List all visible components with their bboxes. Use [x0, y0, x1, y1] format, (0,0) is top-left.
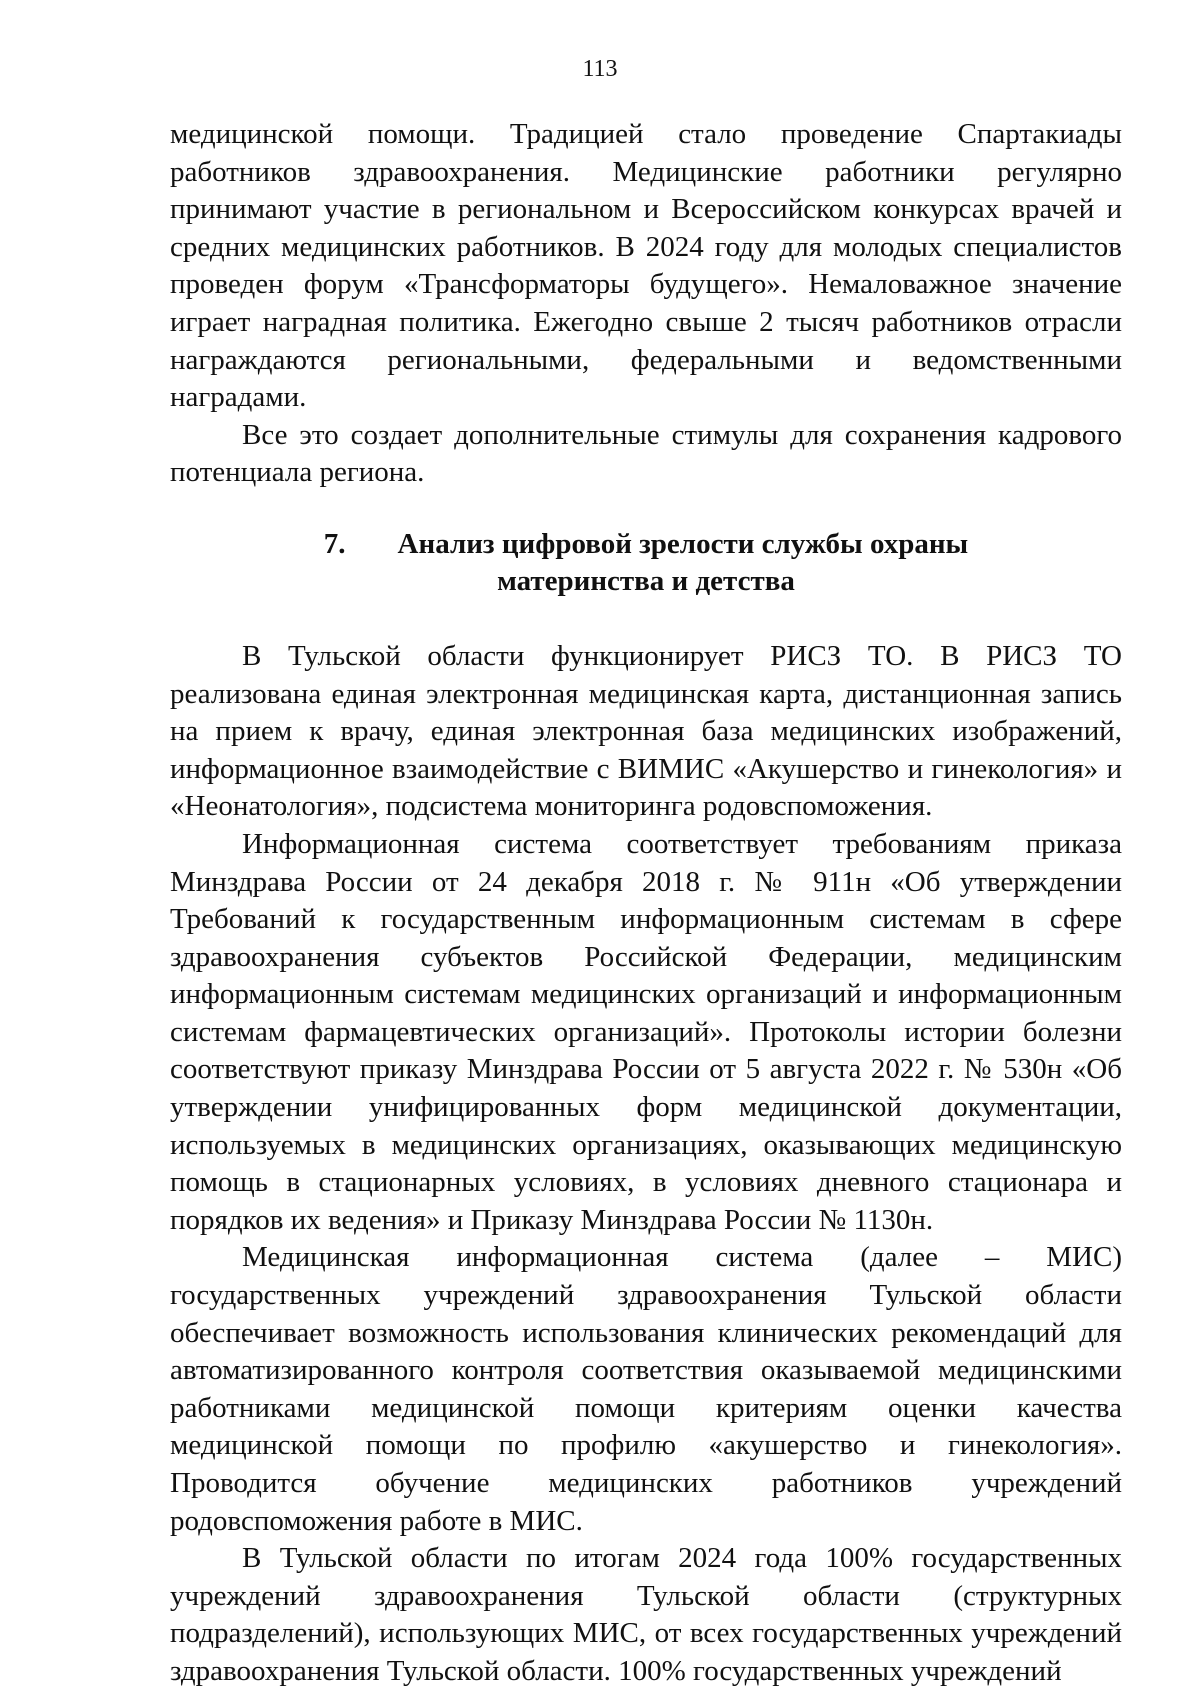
paragraph: Медицинская информационная система (далее – МИС) государственных учреждений здравоохранения Тульской области обеспечивает возможность использования клинических рекомендаций для автоматизированного контроля соответствия оказываемой медицинскими работниками медицинской помощи критериям оценки качества медицинской помощи по профилю «акушерство и гинекология». Проводится обучение медицинских работников учреждений родовспоможения работе в МИС.: [170, 1241, 1122, 1537]
paragraph: В Тульской области функционирует РИСЗ ТО. В РИСЗ ТО реализована единая электронная медицинская карта, дистанционная запись на прием к врачу, единая электронная база медицинских изображений, информационное взаимодействие с ВИМИС «Акушерство и гинекология» и «Неонатология», подсистема мониторинга родовспоможения.: [170, 639, 1122, 823]
paragraph: В Тульской области по итогам 2024 года 100% государственных учреждений здравоохранения Тульской области (структурных подразделений), использующих МИС, от всех государственных учреждений здравоохранения Тульской области. 100% государственных учреждений: [170, 1542, 1122, 1687]
paragraph: Информационная система соответствует требованиям приказа Минздрава России от 24 декабря 2018 г. № 911н «Об утверждении Требований к государственным информационным системам в сфере здравоохранения субъектов Российской Федерации, медицинским информационным системам медицинских организаций и информационным системам фармацевтических организаций». Протоколы истории болезни соответствуют приказу Минздрава России от 5 августа 2022 г. № 530н «Об утверждении унифицированных форм медицинской документации, используемых в медицинских организациях, оказывающих медицинскую помощь в стационарных условиях, в условиях дневного стационара и порядков их ведения» и Приказу Минздрава России № 1130н.: [170, 827, 1122, 1236]
section-heading: [170, 526, 1122, 600]
section-title-line-1: Анализ цифровой зрелости службы охраны: [397, 527, 969, 560]
section-number: 7.: [323, 527, 346, 560]
paragraph: медицинской помощи. Традицией стало проведение Спартакиады работников здравоохранения. Медицинские работники регулярно принимают участие в региональном и Всероссийском конкурсах врачей и средних медицинских работников. В 2024 году для молодых специалистов проведен форум «Трансформаторы будущего». Немаловажное значение играет наградная политика. Ежегодно свыше 2 тысяч работников отрасли награждаются региональными, федеральными и ведомственными наградами.: [170, 118, 1122, 414]
document-body: [170, 116, 1122, 1691]
paragraph: Все это создает дополнительные стимулы для сохранения кадрового потенциала региона.: [170, 418, 1122, 489]
page-number: 113: [582, 56, 618, 82]
section-heading-line-1: [170, 526, 1122, 563]
section-title-line-2: материнства и детства: [497, 564, 795, 597]
